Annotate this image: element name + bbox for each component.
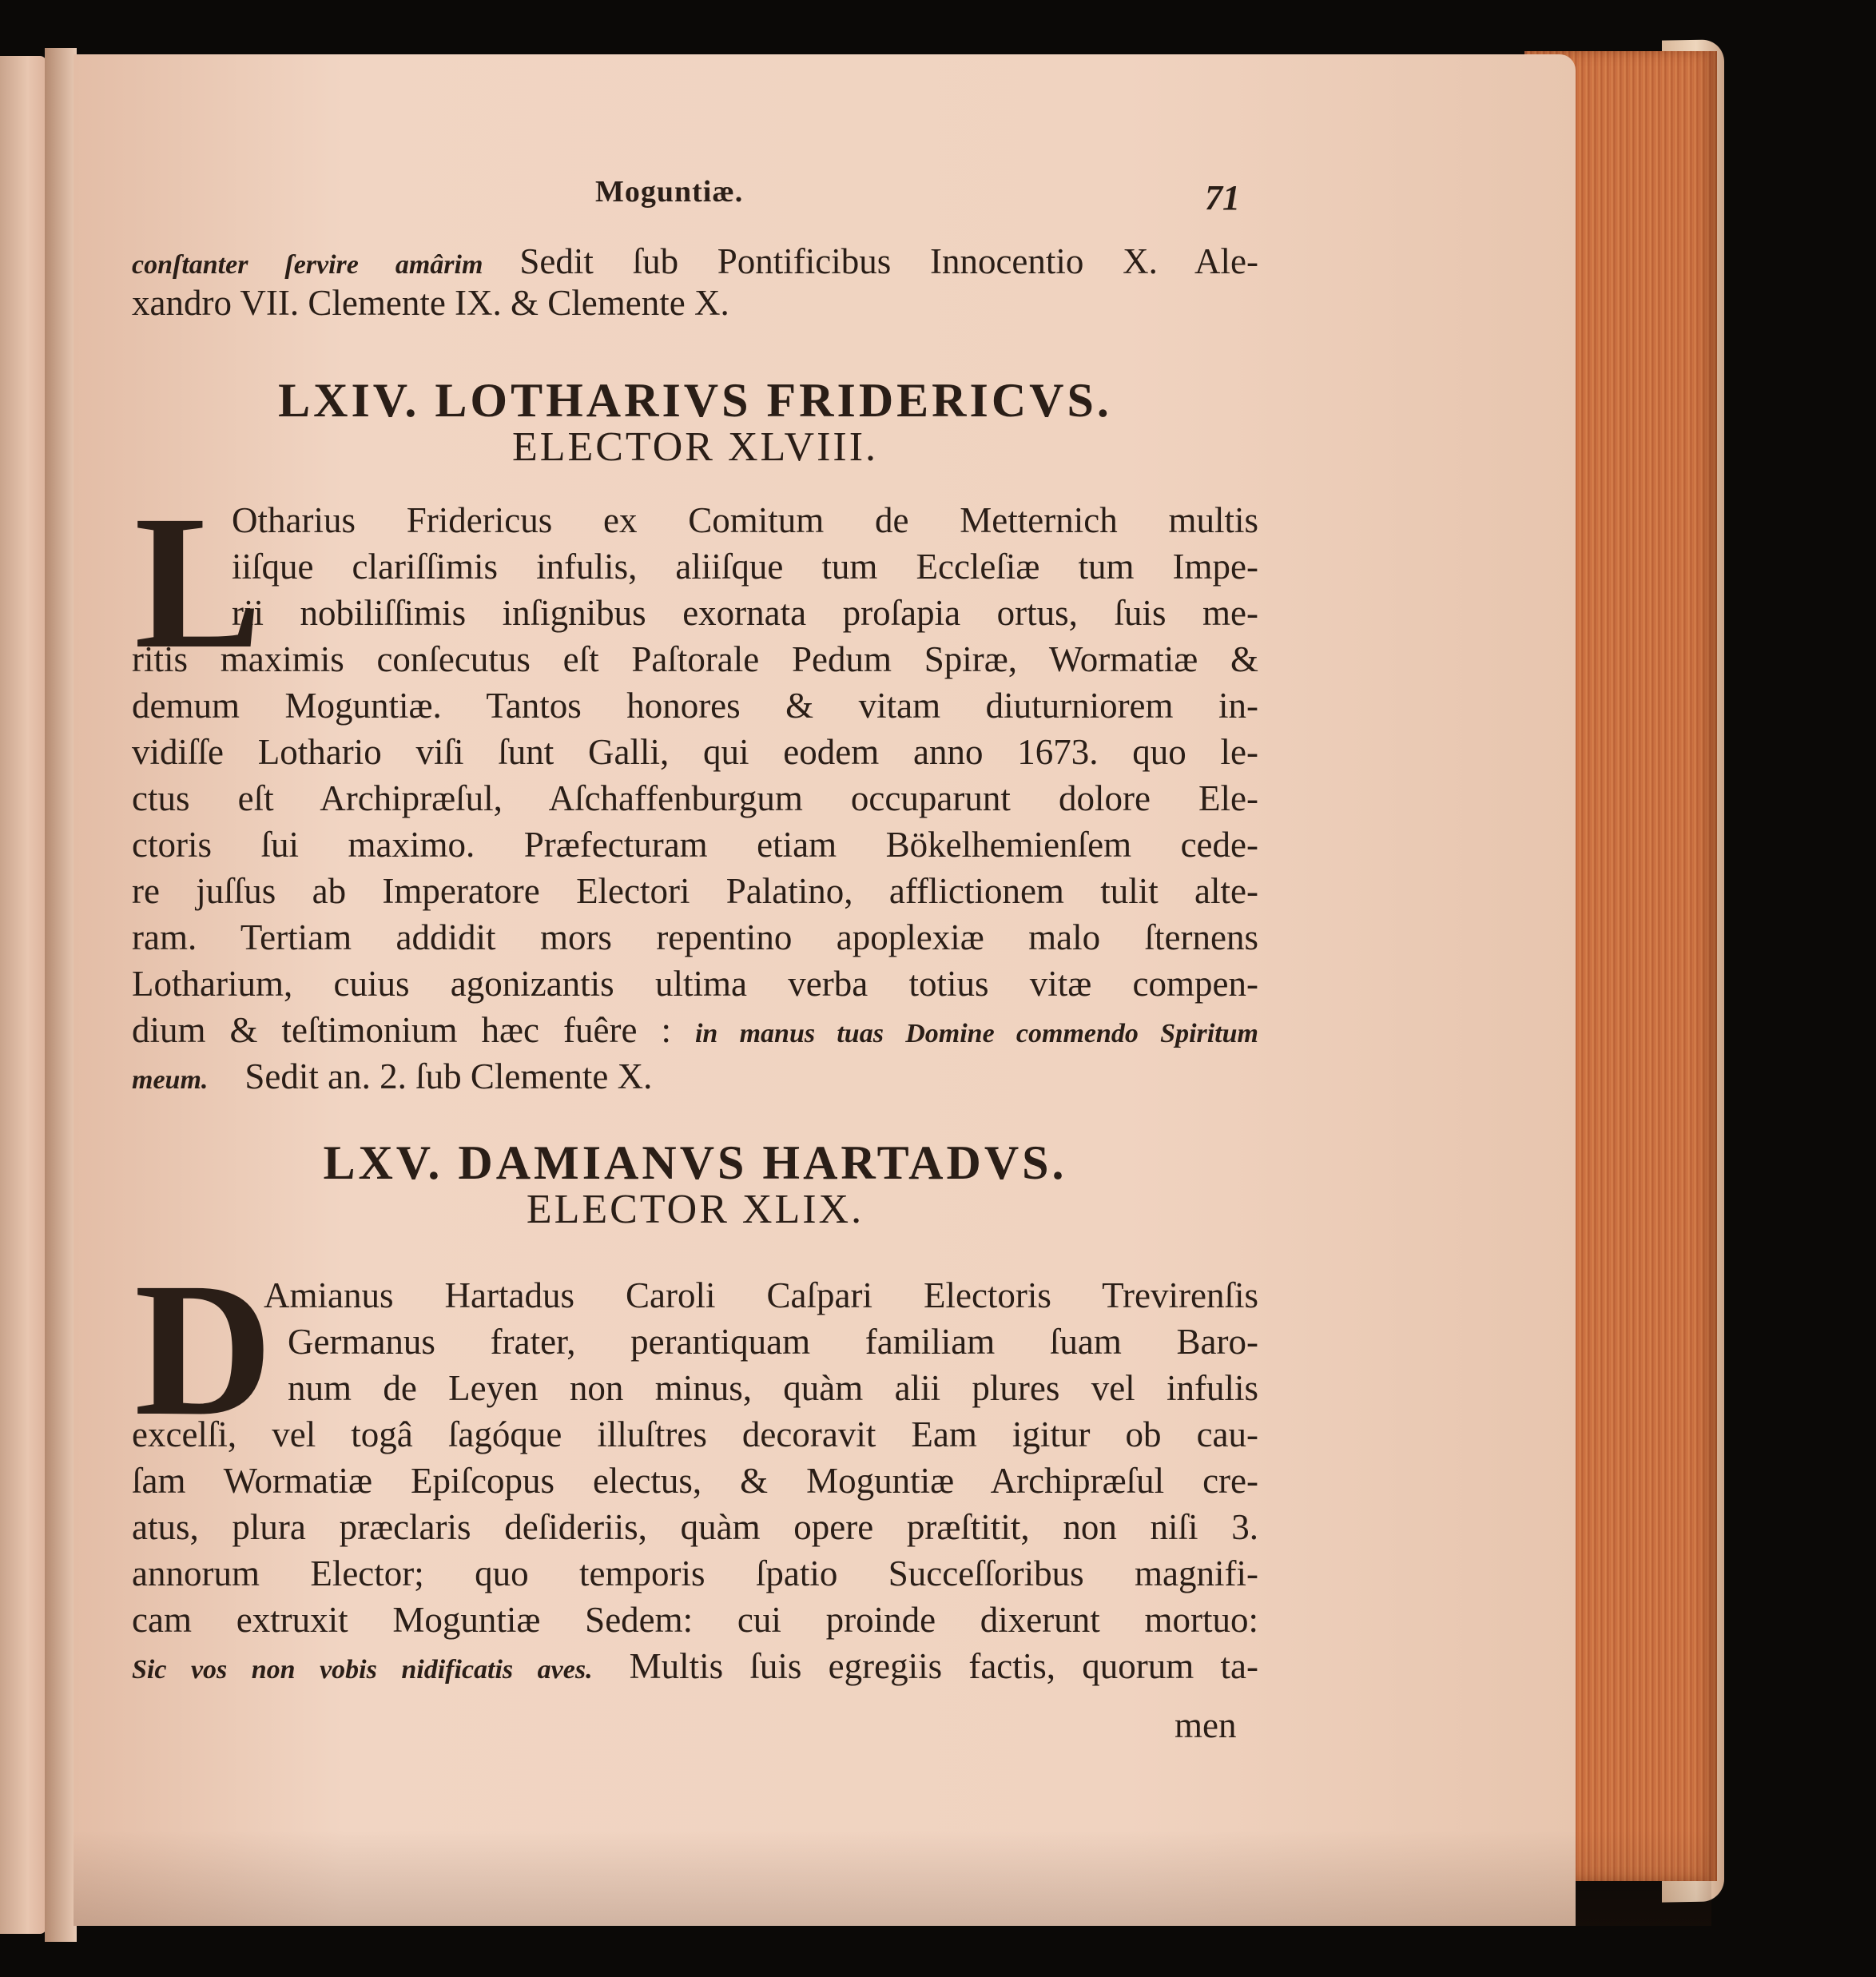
page-number: 71 — [1205, 178, 1240, 217]
section-1-dropcap: L — [134, 475, 263, 688]
section-2-line-5: ſam Wormatiæ Epiſcopus electus, & Moguntiæ Archipræſul cre- — [132, 1461, 1258, 1501]
section-1-line-9: re juſſus ab Imperatore Electori Palatino, afflictionem tulit alte- — [132, 871, 1258, 911]
section-1-line-8: ctoris ſui maximo. Præfecturam etiam Bökelhemienſem cede- — [132, 825, 1258, 865]
section-1-line-3: rii nobiliſſimis inſignibus exornata proſapia ortus, ſuis me- — [232, 593, 1258, 633]
margin-italic-note: conſtanter ſervire amârim — [132, 250, 483, 280]
section-1-line-10: ram. Tertiam addidit mors repentino apoplexiæ malo ſternens — [132, 917, 1258, 957]
section-1-line-13 — [132, 1055, 1258, 1098]
section-2-subheading: ELECTOR XLIX. — [526, 1187, 864, 1232]
section-1-subheading: ELECTOR XLVIII. — [511, 424, 879, 470]
section-2-line-9 — [132, 1645, 1258, 1688]
page-bottom-shadow — [74, 1830, 1711, 1926]
section-1-line-5: demum Moguntiæ. Tantos honores & vitam diuturniorem in- — [132, 686, 1258, 726]
running-head: Moguntiæ. — [595, 175, 744, 209]
section-1-line-2: iiſque clariſſimis infulis, aliiſque tum Eccleſiæ tum Impe- — [232, 547, 1258, 587]
section-1-line-1: Otharius Fridericus ex Comitum de Metternich multis — [232, 500, 1258, 540]
italic-meum: meum. — [132, 1065, 209, 1095]
section-2-line-7: annorum Elector; quo temporis ſpatio Succeſſoribus magnifi- — [132, 1553, 1258, 1593]
catchword: men — [1174, 1705, 1237, 1745]
section-1-line-6: vidiſſe Lothario viſi ſunt Galli, qui eodem anno 1673. quo le- — [132, 732, 1258, 772]
section-1-last-line: Sedit an. 2. ſub Clemente X. — [244, 1056, 653, 1096]
section-1-line-7: ctus eſt Archipræſul, Aſchaffenburgum occuparunt dolore Ele- — [132, 778, 1258, 818]
section-2-line-1: Amianus Hartadus Caroli Caſpari Electoris Trevirenſis — [264, 1275, 1258, 1315]
intro-line-2: xandro VII. Clemente IX. & Clemente X. — [132, 283, 729, 323]
italic-quote-1: in manus tuas Domine commendo Spiritum — [694, 1019, 1259, 1048]
section-2-last-line: Multis ſuis egregiis factis, quorum ta- — [629, 1646, 1258, 1686]
section-2-dropcap: D — [134, 1243, 273, 1455]
section-1-line-4: ritis maximis conſecutus eſt Paſtorale Pedum Spiræ, Wormatiæ & — [132, 639, 1258, 679]
section-2-line-4: excelſi, vel togâ ſagóque illuſtres decoravit Eam igitur ob cau- — [132, 1414, 1258, 1454]
section-2-line-2: Germanus frater, perantiquam familiam ſuam Baro- — [288, 1322, 1258, 1362]
section-1-line-12 — [132, 1008, 1258, 1052]
section-1-heading: LXIV. LOTHARIVS FRIDERICVS. — [278, 374, 1112, 427]
intro-line-1-text: Sedit ſub Pontificibus Innocentio X. Ale- — [519, 241, 1258, 281]
section-2-line-3: num de Leyen non minus, quàm alii plures vel infulis — [288, 1368, 1258, 1408]
section-1-line-11: Lotharium, cuius agonizantis ultima verba totius vitæ compen- — [132, 964, 1258, 1004]
book-gutter — [45, 48, 77, 1942]
section-2-line-8: cam extruxit Moguntiæ Sedem: cui proinde dixerunt mortuo: — [132, 1600, 1258, 1640]
left-page-edge — [0, 56, 46, 1934]
section-1-line-12-text: dium & teſtimonium hæc fuêre : — [132, 1010, 671, 1050]
intro-line-1 — [132, 240, 1258, 283]
section-2-line-6: atus, plura præclaris deſideriis, quàm opere præſtitit, non niſi 3. — [132, 1507, 1258, 1547]
italic-quote-2: Sic vos non vobis nidificatis aves. — [132, 1655, 593, 1685]
section-2-heading: LXV. DAMIANVS HARTADVS. — [323, 1136, 1067, 1189]
